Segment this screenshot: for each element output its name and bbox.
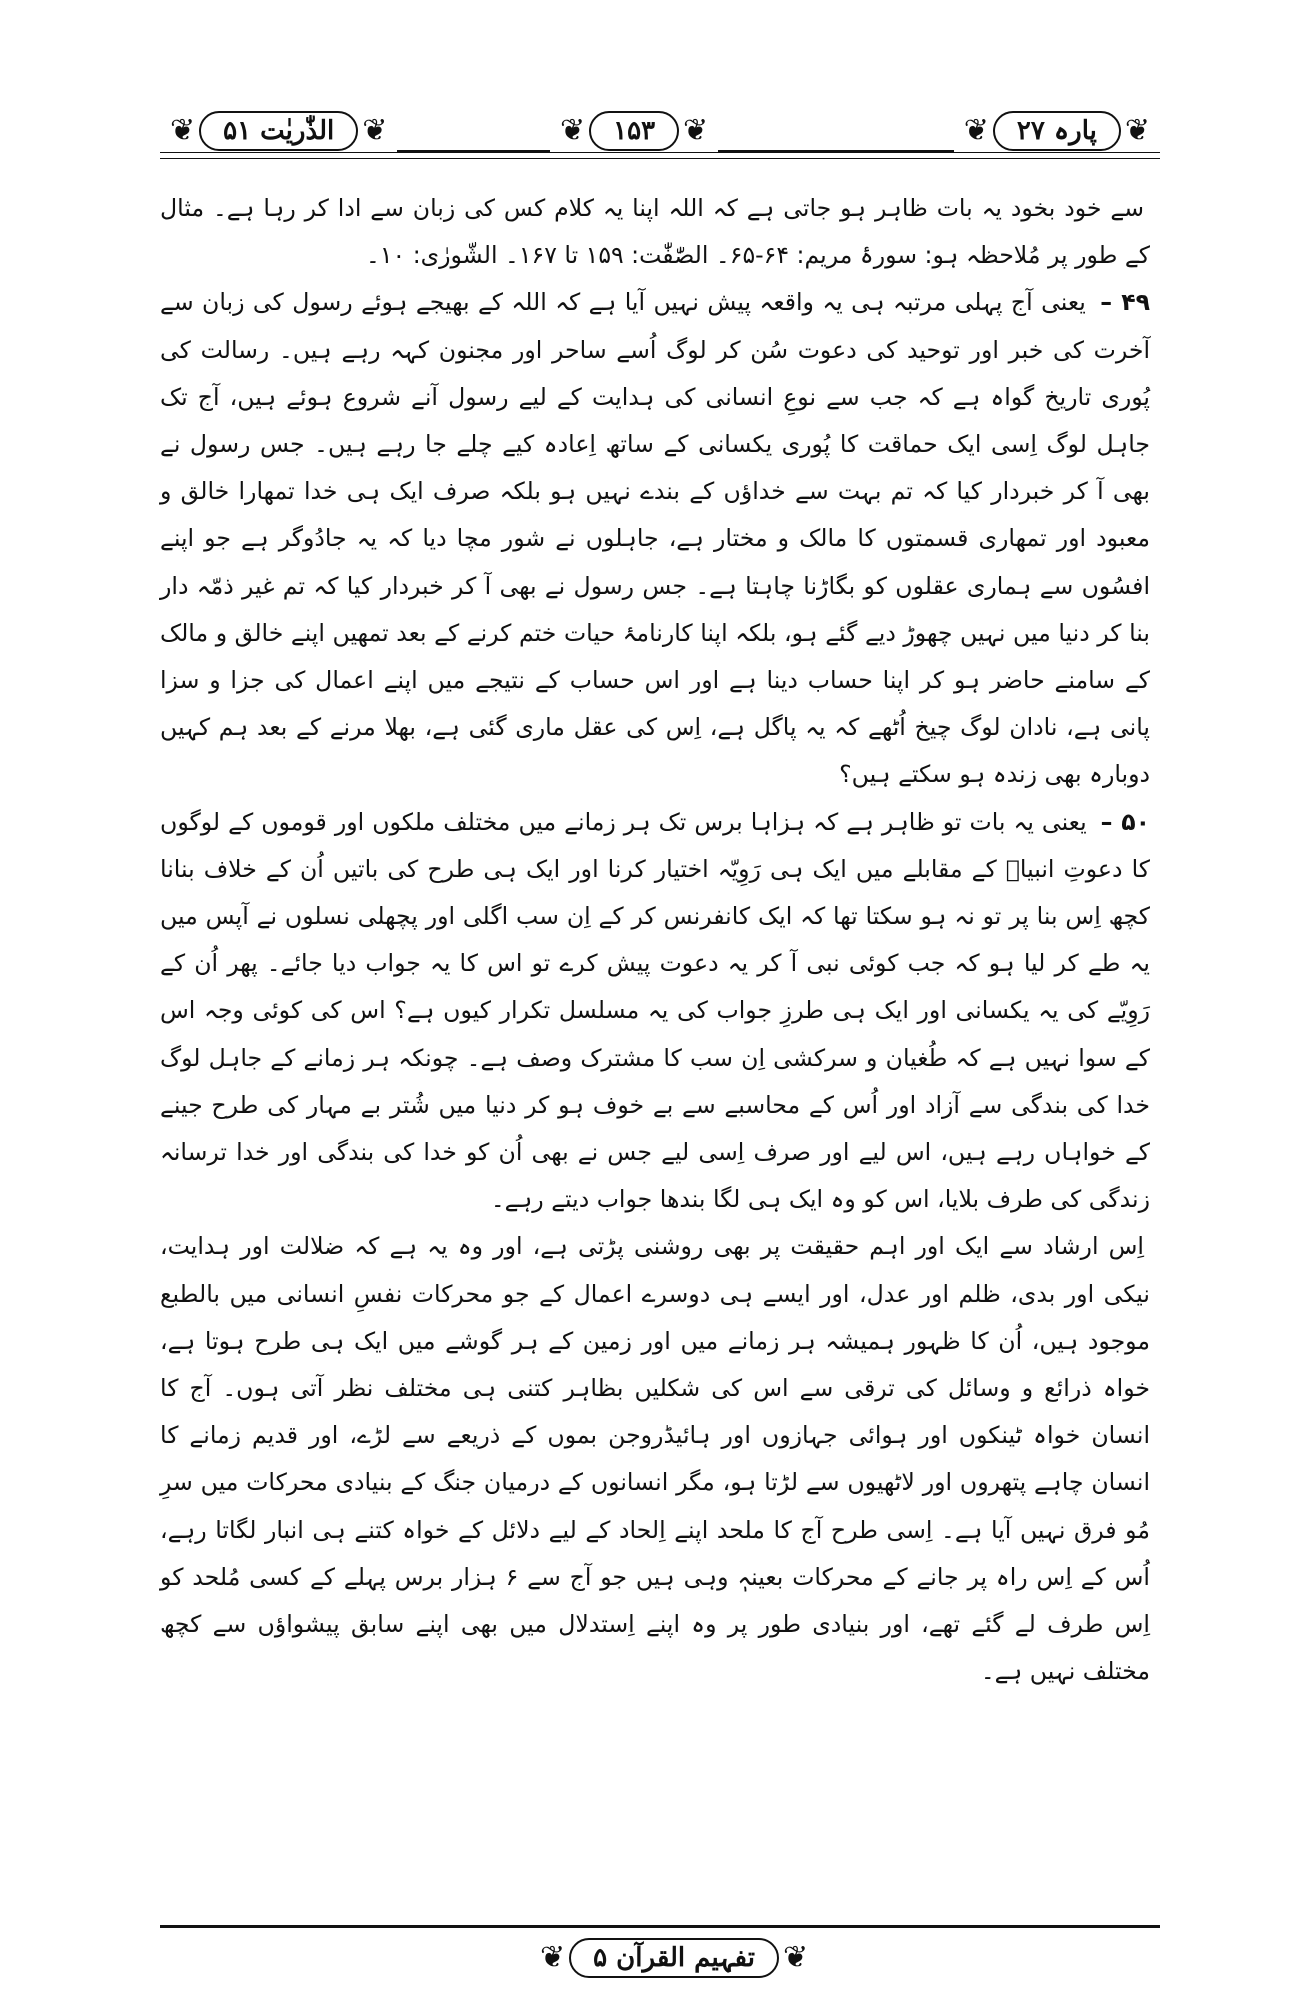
surah-name-cartouche	[160, 110, 397, 152]
ornament-icon: ❦	[683, 113, 709, 148]
juz-label: پارہ ۲۷	[993, 111, 1121, 151]
ornament-icon: ❦	[963, 113, 989, 148]
page-header	[160, 88, 1160, 178]
page-number: ۱۵۳	[589, 111, 679, 151]
ornament-icon: ❦	[782, 1940, 809, 1975]
paragraph-text: یعنی آج پہلی مرتبہ ہی یہ واقعہ پیش نہیں آیا ہے کہ اللہ کے بھیجے ہوئے رسول کی زبان سے آخرت کی خبر اور توحید کی دعوت سُن کر لوگ اُسے ساحر اور مجنون کہہ رہے ہیں۔ رسالت کی پُوری تاریخ گواہ ہے کہ جب سے نوعِ انسانی کی ہدایت کے لیے رسول آنے شروع ہوئے ہیں، آج تک جاہل لوگ اِسی ایک حماقت کا پُوری یکسانی کے ساتھ اِعادہ کیے چلے جا رہے ہیں۔ جس رسول نے بھی آ کر خبردار کیا کہ تم بہت سے خداؤں کے بندے نہیں ہو بلکہ صرف ایک ہی خدا تمھارا خالق و معبود اور تمھاری قسمتوں کا مالک و مختار ہے، جاہلوں نے شور مچا دیا کہ یہ جادُوگر ہے جو اپنے افسُوں سے ہماری عقلوں کو بگاڑنا چاہتا ہے۔ جس رسول نے بھی آ کر خبردار کیا کہ تم غیر ذمّہ دار بنا کر دنیا میں نہیں چھوڑ دیے گئے ہو، بلکہ اپنا کارنامۂ حیات ختم کرنے کے بعد تمھیں اپنے خالق و مالک کے سامنے حاضر ہو کر اپنا حساب دینا ہے اور اس حساب کے نتیجے میں اپنے اعمال کی جزا و سزا پانی ہے، نادان لوگ چیخ اُٹھے کہ یہ پاگل ہے، اِس کی عقل ماری گئی ہے، بھلا مرنے کے بعد ہم کہیں دوبارہ بھی زندہ ہو سکتے ہیں؟	[160, 288, 1150, 789]
ornament-icon: ❦	[540, 1940, 566, 1975]
ornament-icon: ❦	[362, 113, 388, 148]
paragraph	[160, 1223, 1150, 1695]
book-title-cartouche	[530, 1937, 818, 1979]
paragraph-text: سے خود بخود یہ بات ظاہر ہو جاتی ہے کہ اللہ اپنا یہ کلام کس کی زبان سے ادا کر رہا ہے۔ مثال کے طور پر مُلاحظہ ہو: سورۂ مریم: ۶۴-۶۵۔ الصّٰفّٰت: ۱۵۹ تا ۱۶۷۔ الشّورٰی: ۱۰۔	[160, 194, 1150, 270]
ornament-icon: ❦	[560, 113, 586, 148]
header-rule-thin	[160, 158, 1160, 159]
note-number: ۴۹ –	[1100, 288, 1150, 317]
paragraph-text: یعنی یہ بات تو ظاہر ہے کہ ہزاہا برس تک ہر زمانے میں مختلف ملکوں اور قوموں کے لوگوں کا دعوتِ انبیاؑ کے مقابلے میں ایک ہی رَوِیّہ اختیار کرنا اور ایک ہی طرح کی باتیں اُن کے خلاف بنانا کچھ اِس بنا پر تو نہ ہو سکتا تھا کہ ایک کانفرنس کر کے اِن سب اگلی اور پچھلی نسلوں نے آپس میں یہ طے کر لیا ہو کہ جب کوئی نبی آ کر یہ دعوت پیش کرے تو اس کا یہ جواب دیا جائے۔ پھر اُن کے رَوِیّے کی یہ یکسانی اور ایک ہی طرزِ جواب کی یہ مسلسل تکرار کیوں ہے؟ اس کی کوئی وجہ اس کے سوا نہیں ہے کہ طُغیان و سرکشی اِن سب کا مشترک وصف ہے۔ چونکہ ہر زمانے کے جاہل لوگ خدا کی بندگی سے آزاد اور اُس کے محاسبے سے بے خوف ہو کر دنیا میں شُتر بے مہار کی طرح جینے کے خواہاں رہے ہیں، اس لیے اور صرف اِسی لیے جس نے بھی اُن کو خدا کی بندگی اور خدا ترسانہ زندگی کی طرف بلایا، اس کو وہ ایک ہی لگا بندھا جواب دیتے رہے۔	[160, 807, 1150, 1214]
paragraph	[160, 799, 1150, 1224]
ornament-icon: ❦	[170, 113, 196, 148]
juz-cartouche	[954, 110, 1160, 152]
ornament-icon: ❦	[1124, 113, 1150, 148]
paragraph-text: اِس ارشاد سے ایک اور اہم حقیقت پر بھی روشنی پڑتی ہے، اور وہ یہ ہے کہ ضلالت اور ہدایت، نیکی اور بدی، ظلم اور عدل، اور ایسے ہی دوسرے اعمال کے جو محرکات نفسِ انسانی میں بالطبع موجود ہیں، اُن کا ظہور ہمیشہ ہر زمانے میں اور زمین کے ہر گوشے میں ایک ہی طرح ہوتا ہے، خواہ ذرائع و وسائل کی ترقی سے اس کی شکلیں بظاہر کتنی ہی مختلف نظر آتی ہوں۔ آج کا انسان خواہ ٹینکوں اور ہوائی جہازوں اور ہائیڈروجن بموں کے ذریعے سے لڑے، اور قدیم زمانے کا انسان چاہے پتھروں اور لاٹھیوں سے لڑتا ہو، مگر انسانوں کے درمیان جنگ کے بنیادی محرکات میں سرِ مُو فرق نہیں آیا ہے۔ اِسی طرح آج کا ملحد اپنے اِلحاد کے لیے دلائل کے خواہ کتنے ہی انبار لگاتا رہے، اُس کے اِس راہ پر جانے کے محرکات بعینہٖ وہی ہیں جو آج سے ۶ ہزار برس پہلے کے کسی مُلحد کو اِس طرف لے گئے تھے، اور بنیادی طور پر وہ اپنے اِستدلال میں بھی اپنے سابق پیشواؤں سے کچھ مختلف نہیں ہے۔	[160, 1232, 1150, 1686]
surah-name-label: الذّٰریٰت ۵۱	[199, 111, 358, 151]
page-footer	[160, 1925, 1160, 1985]
footer-rule	[160, 1925, 1160, 1928]
page-number-cartouche	[550, 110, 718, 152]
note-number: ۵۰ –	[1100, 807, 1150, 836]
commentary-text	[160, 185, 1150, 1696]
paragraph	[160, 279, 1150, 798]
paragraph	[160, 185, 1150, 279]
book-title: تفہیم القرآن ۵	[569, 1938, 779, 1978]
